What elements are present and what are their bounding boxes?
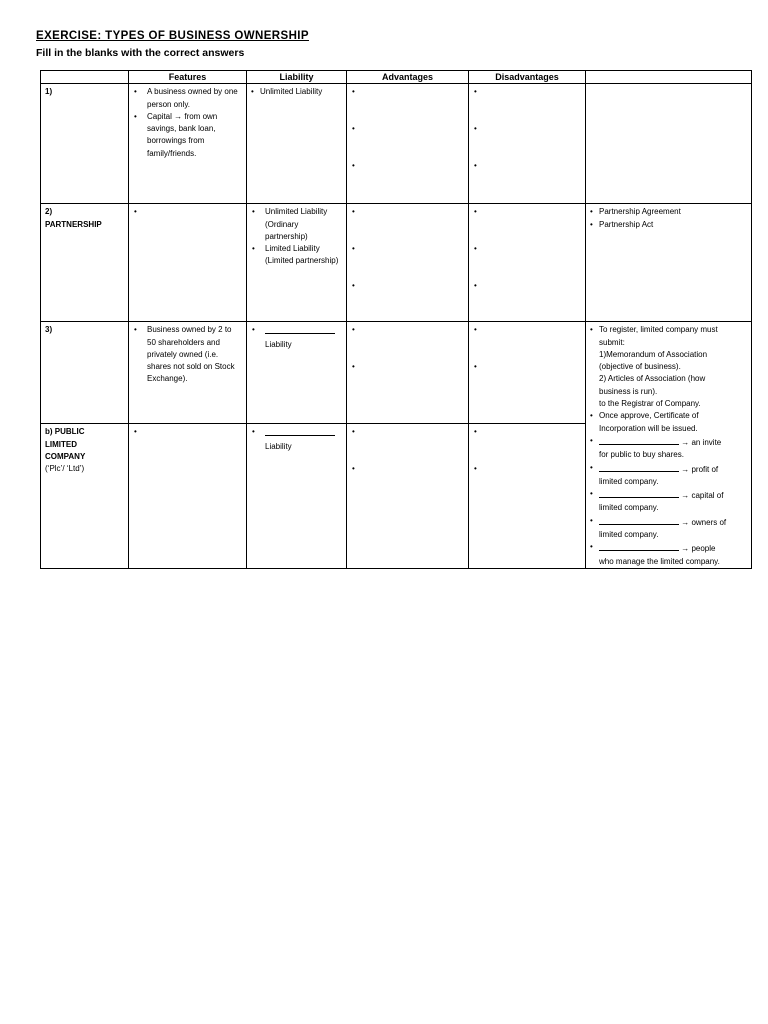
table-row — [41, 322, 752, 424]
table-row — [41, 204, 752, 322]
blank-bullet[interactable] — [473, 280, 581, 292]
blank-bullet[interactable] — [351, 426, 464, 438]
blank-bullet[interactable] — [351, 206, 464, 218]
header-notes — [586, 71, 752, 84]
liability-suffix: Liability — [265, 441, 292, 451]
header-features: Features — [129, 71, 247, 84]
row-label: 2) PARTNERSHIP — [41, 204, 129, 322]
header-cell-blank — [41, 71, 129, 84]
feature-item: • Capital → from own savings, bank loan, borrowings from family/friends. — [133, 111, 242, 160]
liability-blank[interactable] — [251, 324, 342, 338]
note-item: • Partnership Agreement — [590, 206, 747, 218]
features-cell — [129, 204, 247, 322]
disadvantages-cell — [469, 84, 586, 204]
fill-blank-item[interactable]: • → profit of limited company. — [590, 462, 747, 489]
header-disadvantages: Disadvantages — [469, 71, 586, 84]
disadvantages-cell — [469, 424, 586, 569]
liability-blank[interactable] — [251, 426, 342, 440]
fill-blank-item[interactable]: • → an invite for public to buy shares. — [590, 435, 747, 462]
advantages-cell — [347, 84, 469, 204]
blank-bullet[interactable] — [351, 324, 464, 336]
header-row — [41, 71, 752, 84]
blank-bullet[interactable] — [473, 206, 581, 218]
blank-bullet[interactable] — [351, 160, 464, 172]
table-row — [41, 84, 752, 204]
feature-item: • A business owned by one person only. — [133, 86, 242, 111]
page-title: EXERCISE: TYPES OF BUSINESS OWNERSHIP — [36, 30, 309, 42]
blank-bullet[interactable] — [351, 463, 464, 475]
blank-bullet[interactable] — [473, 463, 581, 475]
blank-bullet[interactable] — [133, 426, 242, 438]
note-item: • Partnership Act — [590, 219, 747, 231]
blank-bullet[interactable] — [473, 160, 581, 172]
liability-item: • Limited Liability (Limited partnership) — [251, 243, 342, 268]
advantages-cell — [347, 322, 469, 424]
blank-bullet[interactable] — [473, 361, 581, 373]
blank-bullet[interactable] — [351, 361, 464, 373]
disadvantages-cell — [469, 322, 586, 424]
notes-cell — [586, 204, 752, 322]
features-cell — [129, 424, 247, 569]
ownership-table — [40, 70, 752, 569]
blank-bullet[interactable] — [473, 123, 581, 135]
advantages-cell — [347, 424, 469, 569]
row-label: 3) — [41, 322, 129, 424]
blank-bullet[interactable] — [473, 243, 581, 255]
blank-bullet[interactable] — [351, 123, 464, 135]
liability-cell — [247, 424, 347, 569]
blank-bullet[interactable] — [473, 426, 581, 438]
advantages-cell — [347, 204, 469, 322]
row-label: 1) — [41, 84, 129, 204]
liability-cell — [247, 322, 347, 424]
fill-blank-item[interactable]: • → people who manage the limited company. — [590, 541, 747, 568]
features-cell — [129, 84, 247, 204]
header-liability: Liability — [247, 71, 347, 84]
instructions: Fill in the blanks with the correct answers — [36, 47, 245, 59]
notes-cell — [586, 84, 752, 204]
blank-bullet[interactable] — [473, 86, 581, 98]
feature-item: • Business owned by 2 to 50 shareholders and privately owned (i.e. shares not sold on Stock Exchange). — [133, 324, 242, 385]
fill-blank-item[interactable]: • → owners of limited company. — [590, 515, 747, 542]
liability-cell — [247, 204, 347, 322]
note-item: • Once approve, Certificate of Incorporation will be issued. — [590, 410, 747, 435]
disadvantages-cell — [469, 204, 586, 322]
liability-suffix: Liability — [265, 339, 292, 349]
liability-item: • Unlimited Liability — [251, 86, 342, 98]
blank-bullet[interactable] — [351, 243, 464, 255]
blank-bullet[interactable] — [133, 206, 242, 218]
blank-bullet[interactable] — [351, 86, 464, 98]
liability-cell — [247, 84, 347, 204]
liability-item: • Unlimited Liability (Ordinary partnership) — [251, 206, 342, 243]
note-item: • To register, limited company must submit: 1)Memorandum of Association (objective of business). 2) Articles of Association (how business is run). to the Registrar of Company. — [590, 324, 747, 410]
header-advantages: Advantages — [347, 71, 469, 84]
fill-blank-item[interactable]: • → capital of limited company. — [590, 488, 747, 515]
features-cell — [129, 322, 247, 424]
row-label: b) PUBLIC LIMITED COMPANY (‘Plc’/ ‘Ltd’) — [41, 424, 129, 569]
notes-cell — [586, 322, 752, 569]
blank-bullet[interactable] — [351, 280, 464, 292]
blank-bullet[interactable] — [473, 324, 581, 336]
